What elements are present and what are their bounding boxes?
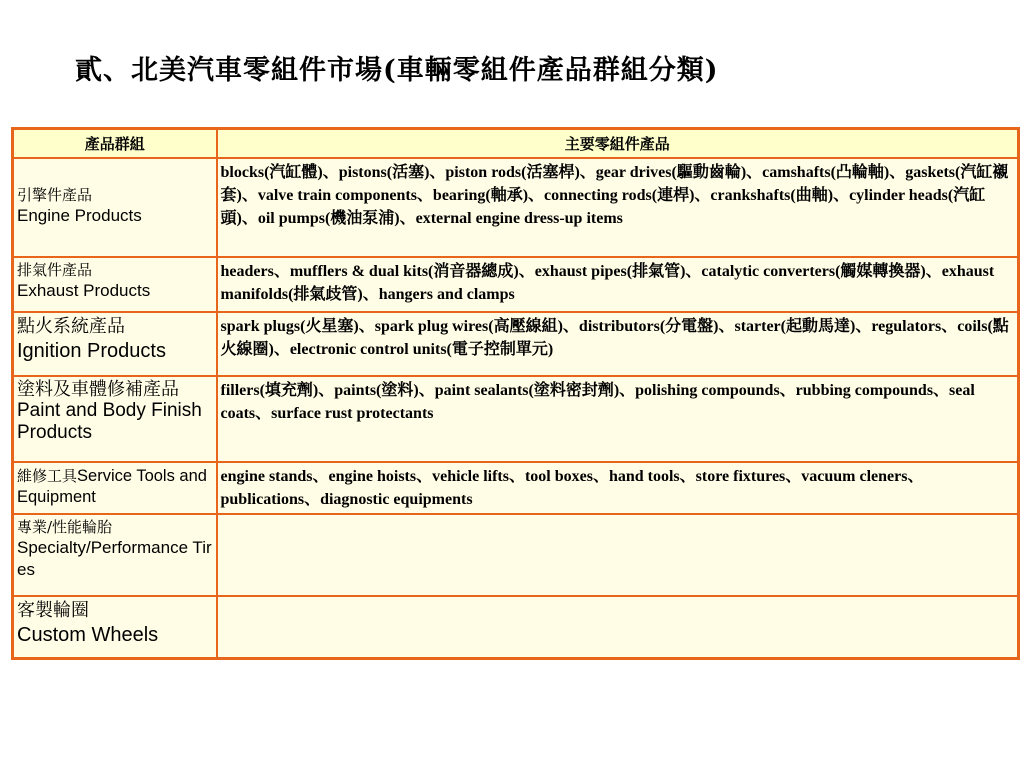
header-main-products: 主要零組件產品 [217,129,1019,159]
group-cell-service-tools [13,462,217,514]
products-cell-engine: blocks(汽缸體)、pistons(活塞)、piston rods(活塞桿)、gear drives(驅動齒輪)、camshafts(凸輪軸)、gaskets(汽缸襯套)、valve train components、bearing(軸承)、connecting rods(連桿)、crankshafts(曲軸)、cylinder heads(汽缸頭)、oil pumps(機油泵浦)、external engine dress-up items [217,158,1019,257]
group-cell-ignition [13,312,217,376]
table-row-ignition [13,312,1019,376]
slide-title: 貳、北美汽車零組件市場(車輛零組件產品群組分類) [75,55,719,86]
products-cell-paint-body: fillers(填充劑)、paints(塗料)、paint sealants(塗料密封劑)、polishing compounds、rubbing compounds、seal coats、surface rust protectants [217,376,1019,462]
header-product-group: 產品群組 [13,129,217,159]
group-name-zh: 客製輪圈 [17,600,89,621]
group-cell-custom-wheels [13,596,217,658]
product-group-table [11,127,1020,660]
table-row-exhaust [13,257,1019,312]
products-cell-service-tools: engine stands、engine hoists、vehicle lifts、tool boxes、hand tools、store fixtures、vacuum cleners、publications、diagnostic equipments [217,462,1019,514]
group-name-zh: 點火系統產品 [17,316,125,337]
group-cell-engine [13,158,217,257]
table-row-paint-body [13,376,1019,462]
group-name-zh: 塗料及車體修補產品 [17,379,179,400]
products-cell-exhaust: headers、mufflers & dual kits(消音器總成)、exhaust pipes(排氣管)、catalytic converters(觸媒轉換器)、exhaust manifolds(排氣歧管)、hangers and clamps [217,257,1019,312]
group-name-en: Custom Wheels [17,624,159,646]
table-header-row [13,129,1019,159]
table-row-custom-wheels [13,596,1019,658]
group-name-en: Exhaust Products [17,281,151,300]
group-name-zh: 維修工具 [17,467,78,485]
products-cell-ignition: spark plugs(火星塞)、spark plug wires(高壓線組)、distributors(分電盤)、starter(起動馬達)、regulators、coils(點火線圈)、electronic control units(電子控制單元) [217,312,1019,376]
group-name-en: Service Tools and Equipment [17,467,207,506]
group-name-en: Specialty/Performance Tires [17,538,212,579]
products-cell-specialty-tires [217,514,1019,596]
group-name-en: Paint and Body Finish Products [17,400,202,443]
group-cell-exhaust [13,257,217,312]
group-name-en: Engine Products [17,206,142,225]
table-row-specialty-tires [13,514,1019,596]
group-name-zh: 專業/性能輪胎 [17,518,113,536]
table-row-engine [13,158,1019,257]
products-cell-custom-wheels [217,596,1019,658]
group-cell-specialty-tires [13,514,217,596]
group-name-en: Ignition Products [17,340,166,362]
group-cell-paint-body [13,376,217,462]
group-name-zh: 引擎件產品 [17,186,93,204]
table-row-service-tools [13,462,1019,514]
group-name-zh: 排氣件產品 [17,261,93,279]
